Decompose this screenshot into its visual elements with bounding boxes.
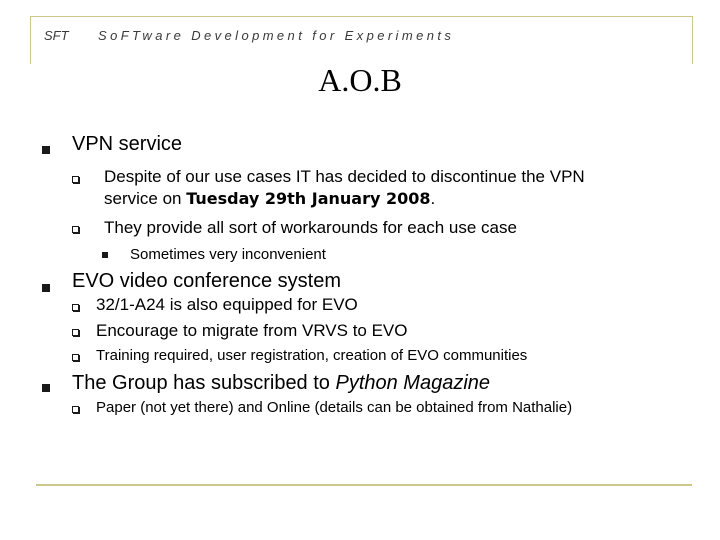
item-evo-system: EVO video conference system (72, 270, 342, 292)
header-abbreviation: SFT (44, 28, 69, 43)
footer-divider (36, 484, 692, 486)
magazine-name: Python Magazine (335, 372, 491, 394)
item-vpn-inconvenient: Sometimes very inconvenient (130, 246, 326, 263)
square-bullet-icon (42, 284, 50, 292)
box-bullet-icon (72, 304, 79, 311)
item-evo-room: 32/1-A24 is also equipped for EVO (96, 295, 358, 314)
item-evo-migrate: Encourage to migrate from VRVS to EVO (96, 321, 408, 340)
square-bullet-icon (42, 146, 50, 154)
header-frame-right (692, 16, 693, 64)
box-bullet-icon (72, 354, 79, 361)
vpn-end-date: Tuesday 29th January 2008 (186, 189, 431, 208)
header-full-name: SoFTware Development for Experiments (98, 28, 455, 43)
box-bullet-icon (72, 406, 79, 413)
square-bullet-icon (42, 384, 50, 392)
item-evo-training: Training required, user registration, creation of EVO communities (96, 347, 528, 364)
item-vpn-workarounds: They provide all sort of workarounds for each use case (104, 218, 517, 237)
item-magazine-details: Paper (not yet there) and Online (details can be obtained from Nathalie) (96, 399, 573, 416)
header-frame-top (30, 16, 692, 17)
item-python-magazine: The Group has subscribed to Python Magazine (72, 372, 491, 394)
item-vpn-discontinue-line2: service on Tuesday 29th January 2008. (104, 189, 436, 208)
square-bullet-icon (102, 252, 108, 258)
slide-title: A.O.B (318, 62, 402, 98)
box-bullet-icon (72, 329, 79, 336)
box-bullet-icon (72, 226, 79, 233)
box-bullet-icon (72, 176, 79, 183)
item-vpn-service: VPN service (72, 133, 183, 155)
header-frame-left (30, 16, 31, 64)
item-vpn-discontinue-line1: Despite of our use cases IT has decided to discontinue the VPN (104, 167, 585, 186)
